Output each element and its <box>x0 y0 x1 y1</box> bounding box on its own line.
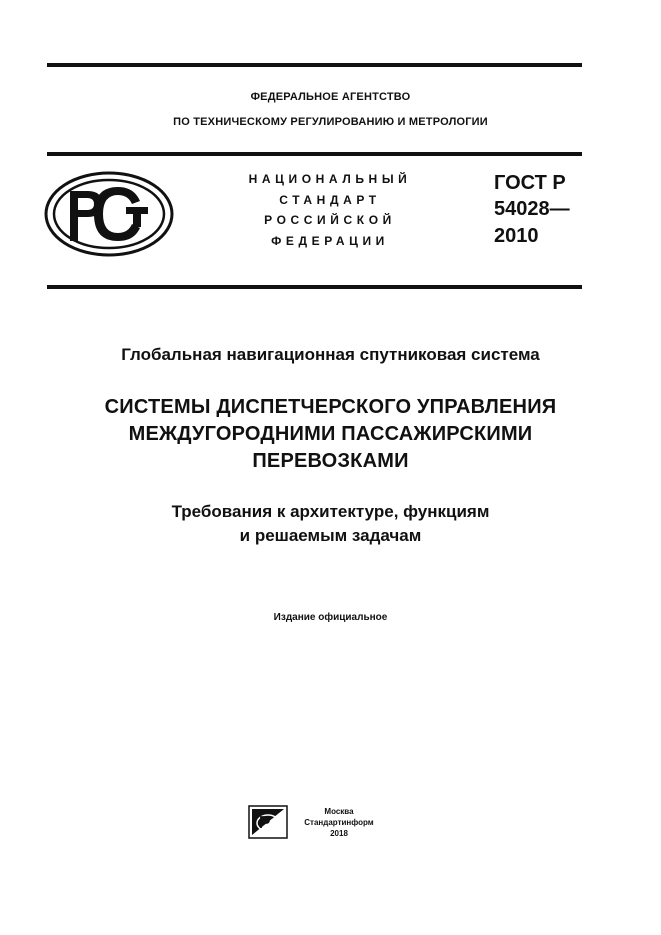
edition-label: Издание официальное <box>273 612 388 623</box>
agency-line-2: ПО ТЕХНИЧЕСКОМУ РЕГУЛИРОВАНИЮ И МЕТРОЛОГИИ <box>173 116 488 128</box>
publisher-city: Москва <box>324 807 354 816</box>
requirements-line-2: и решаемым задачам <box>239 526 422 545</box>
rst-emblem-icon <box>44 171 174 257</box>
header-rule <box>47 152 582 156</box>
document-title-line-3: ПЕРЕВОЗКАМИ <box>252 450 409 472</box>
publisher-year: 2018 <box>330 829 348 838</box>
standard-line-2: СТАНДАРТ <box>279 193 381 207</box>
standard-line-1: НАЦИОНАЛЬНЫЙ <box>248 172 412 186</box>
gost-year: 2010 <box>494 225 539 247</box>
requirements-line-1: Требования к архитектуре, функциям <box>171 502 490 521</box>
document-title-line-2: МЕЖДУГОРОДНИМИ ПАССАЖИРСКИМИ <box>128 423 533 445</box>
agency-line-1: ФЕДЕРАЛЬНОЕ АГЕНТСТВО <box>250 91 411 103</box>
top-rule <box>47 63 582 67</box>
gost-label: ГОСТ Р <box>494 172 566 194</box>
standard-line-3: РОССИЙСКОЙ <box>264 213 396 227</box>
document-subtitle: Глобальная навигационная спутниковая система <box>121 345 540 364</box>
standard-line-4: ФЕДЕРАЦИИ <box>271 234 389 248</box>
publisher-name: Стандартинформ <box>304 818 374 827</box>
document-title-line-1: СИСТЕМЫ ДИСПЕТЧЕРСКОГО УПРАВЛЕНИЯ <box>104 396 557 418</box>
gost-number: 54028— <box>494 198 570 220</box>
standartinform-logo-icon <box>248 805 288 839</box>
middle-rule <box>47 285 582 289</box>
